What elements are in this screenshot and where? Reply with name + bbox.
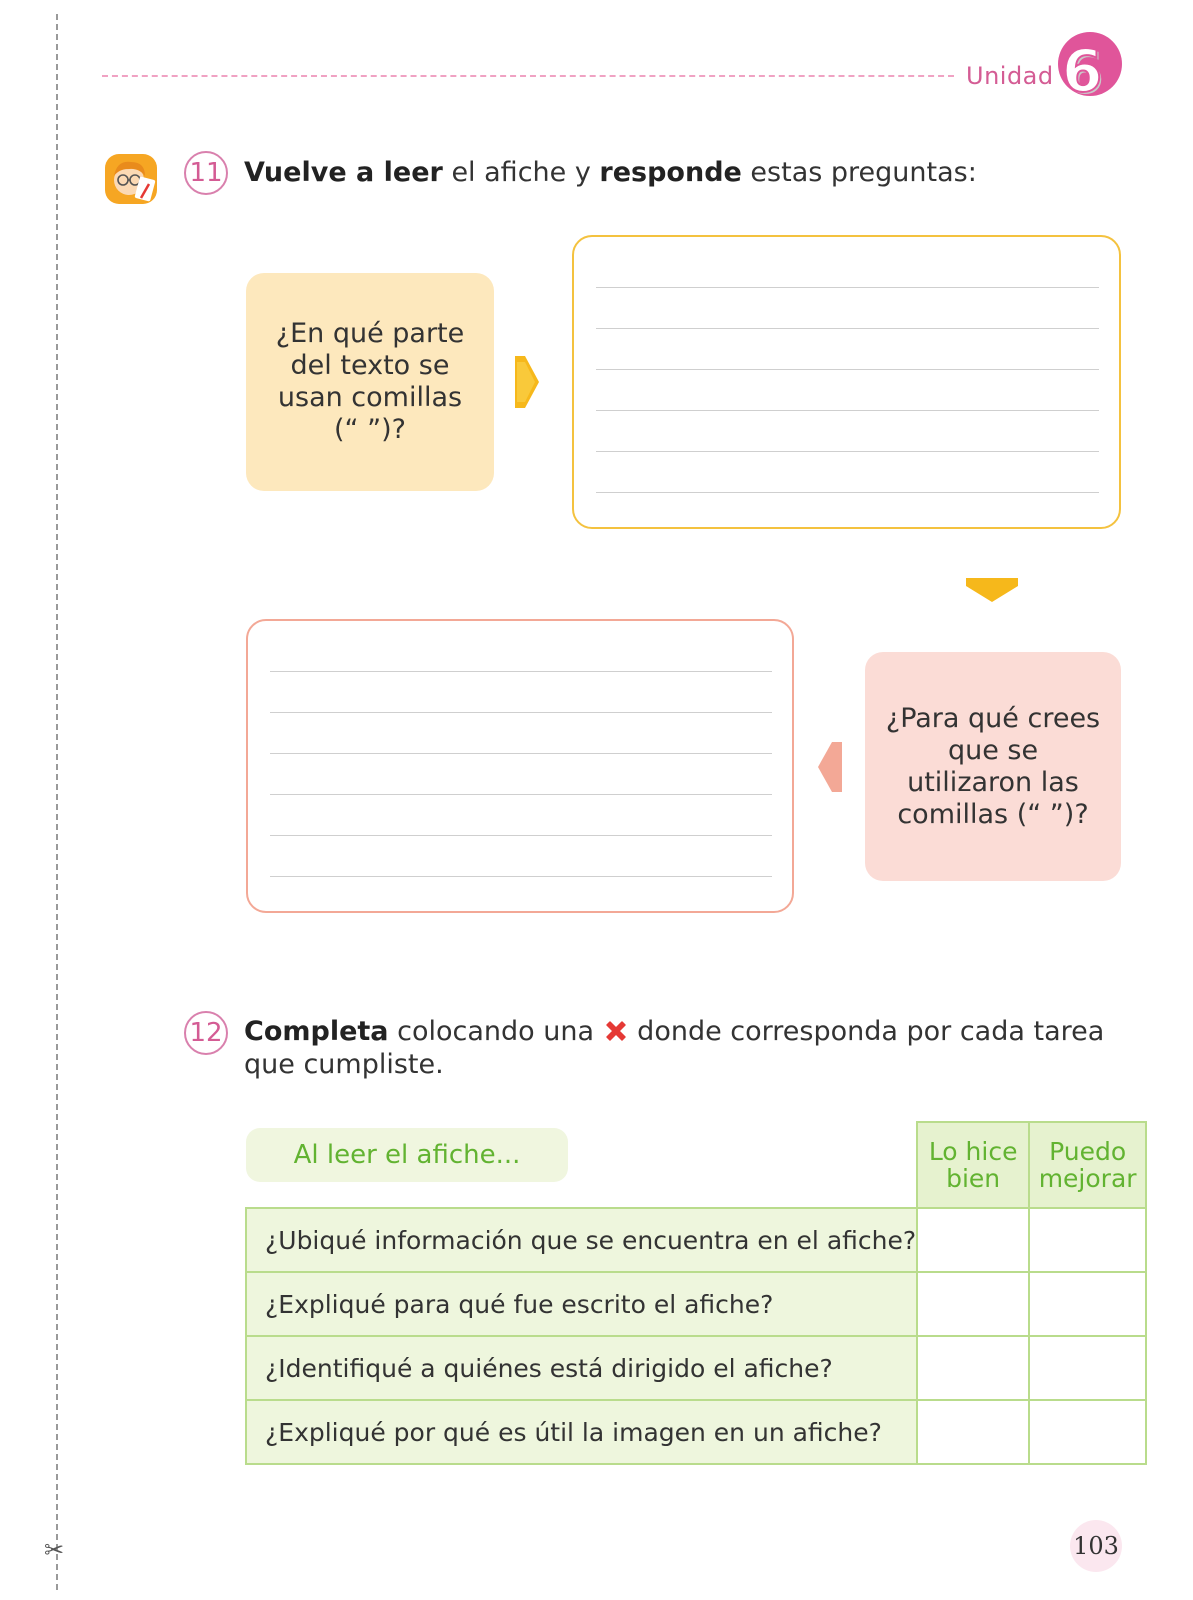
instruction-bold: responde	[599, 157, 742, 188]
answer-line	[596, 410, 1099, 411]
checkbox-lo-hice-bien[interactable]	[917, 1400, 1029, 1464]
answer-box-1[interactable]	[572, 235, 1121, 529]
answer-line	[270, 671, 772, 672]
question-1-text: ¿En qué parte del texto se usan comillas (“ ”)?	[275, 318, 465, 445]
question-2-text: ¿Para qué crees que se utilizaron las comillas (“ ”)?	[885, 702, 1101, 830]
arrow-right-icon	[515, 356, 539, 408]
checklist-question: ¿Identifiqué a quiénes está dirigido el afiche?	[246, 1336, 917, 1400]
column-header-line: mejorar	[1038, 1164, 1137, 1193]
page-number: 103	[1073, 1532, 1119, 1560]
answer-line	[270, 876, 772, 877]
answer-line	[270, 794, 772, 795]
checklist-question: ¿Expliqué por qué es útil la imagen en un afiche?	[246, 1400, 917, 1464]
instruction-text: el afiche y	[442, 157, 600, 188]
checklist-question: ¿Expliqué para qué fue escrito el afiche?	[246, 1272, 917, 1336]
checkbox-lo-hice-bien[interactable]	[917, 1336, 1029, 1400]
table-row	[246, 1336, 1146, 1400]
column-header-line: bien	[946, 1164, 1001, 1193]
activity-11-number: 11	[184, 151, 228, 195]
cut-line	[56, 14, 58, 1590]
column-header-lo-hice-bien	[917, 1122, 1029, 1208]
answer-line	[596, 451, 1099, 452]
answer-line	[596, 369, 1099, 370]
table-row	[246, 1400, 1146, 1464]
activity-12-number: 12	[184, 1011, 228, 1055]
checklist-question: ¿Ubiqué información que se encuentra en el afiche?	[246, 1208, 917, 1272]
answer-line	[596, 492, 1099, 493]
checkbox-puedo-mejorar[interactable]	[1029, 1400, 1146, 1464]
checklist-header: Al leer el afiche...	[246, 1128, 568, 1182]
column-header-puedo-mejorar	[1029, 1122, 1146, 1208]
arrow-left-icon	[818, 742, 842, 792]
unit-label: Unidad	[966, 62, 1054, 90]
answer-line	[270, 753, 772, 754]
unit-number: 6	[1062, 37, 1103, 105]
table-row	[246, 1208, 1146, 1272]
column-header-line: Lo hice	[928, 1137, 1018, 1166]
checkbox-puedo-mejorar[interactable]	[1029, 1272, 1146, 1336]
instruction-text: colocando una	[388, 1016, 603, 1047]
checkbox-puedo-mejorar[interactable]	[1029, 1336, 1146, 1400]
red-cross-icon	[603, 1018, 629, 1044]
table-row	[246, 1272, 1146, 1336]
activity-12-instruction	[244, 1015, 1114, 1081]
answer-line	[270, 712, 772, 713]
instruction-bold: Vuelve a leer	[244, 157, 443, 188]
question-1-box	[246, 273, 494, 491]
checkbox-puedo-mejorar[interactable]	[1029, 1208, 1146, 1272]
instruction-text: estas preguntas:	[741, 157, 977, 188]
arrow-down-icon	[966, 578, 1018, 602]
checkbox-lo-hice-bien[interactable]	[917, 1208, 1029, 1272]
answer-box-2[interactable]	[246, 619, 794, 913]
instruction-bold: Completa	[244, 1016, 389, 1047]
answer-line	[596, 287, 1099, 288]
scissors-icon: ✂	[44, 1536, 65, 1564]
question-2-box	[865, 652, 1121, 881]
header-divider	[102, 75, 954, 77]
activity-11-instruction	[244, 157, 977, 188]
answer-line	[596, 328, 1099, 329]
checkbox-lo-hice-bien[interactable]	[917, 1272, 1029, 1336]
answer-line	[270, 835, 772, 836]
reading-student-icon	[105, 154, 157, 204]
instruction-text: donde corresponda por cada tarea que cumpliste.	[244, 1016, 1105, 1080]
column-header-line: Puedo	[1049, 1137, 1127, 1166]
